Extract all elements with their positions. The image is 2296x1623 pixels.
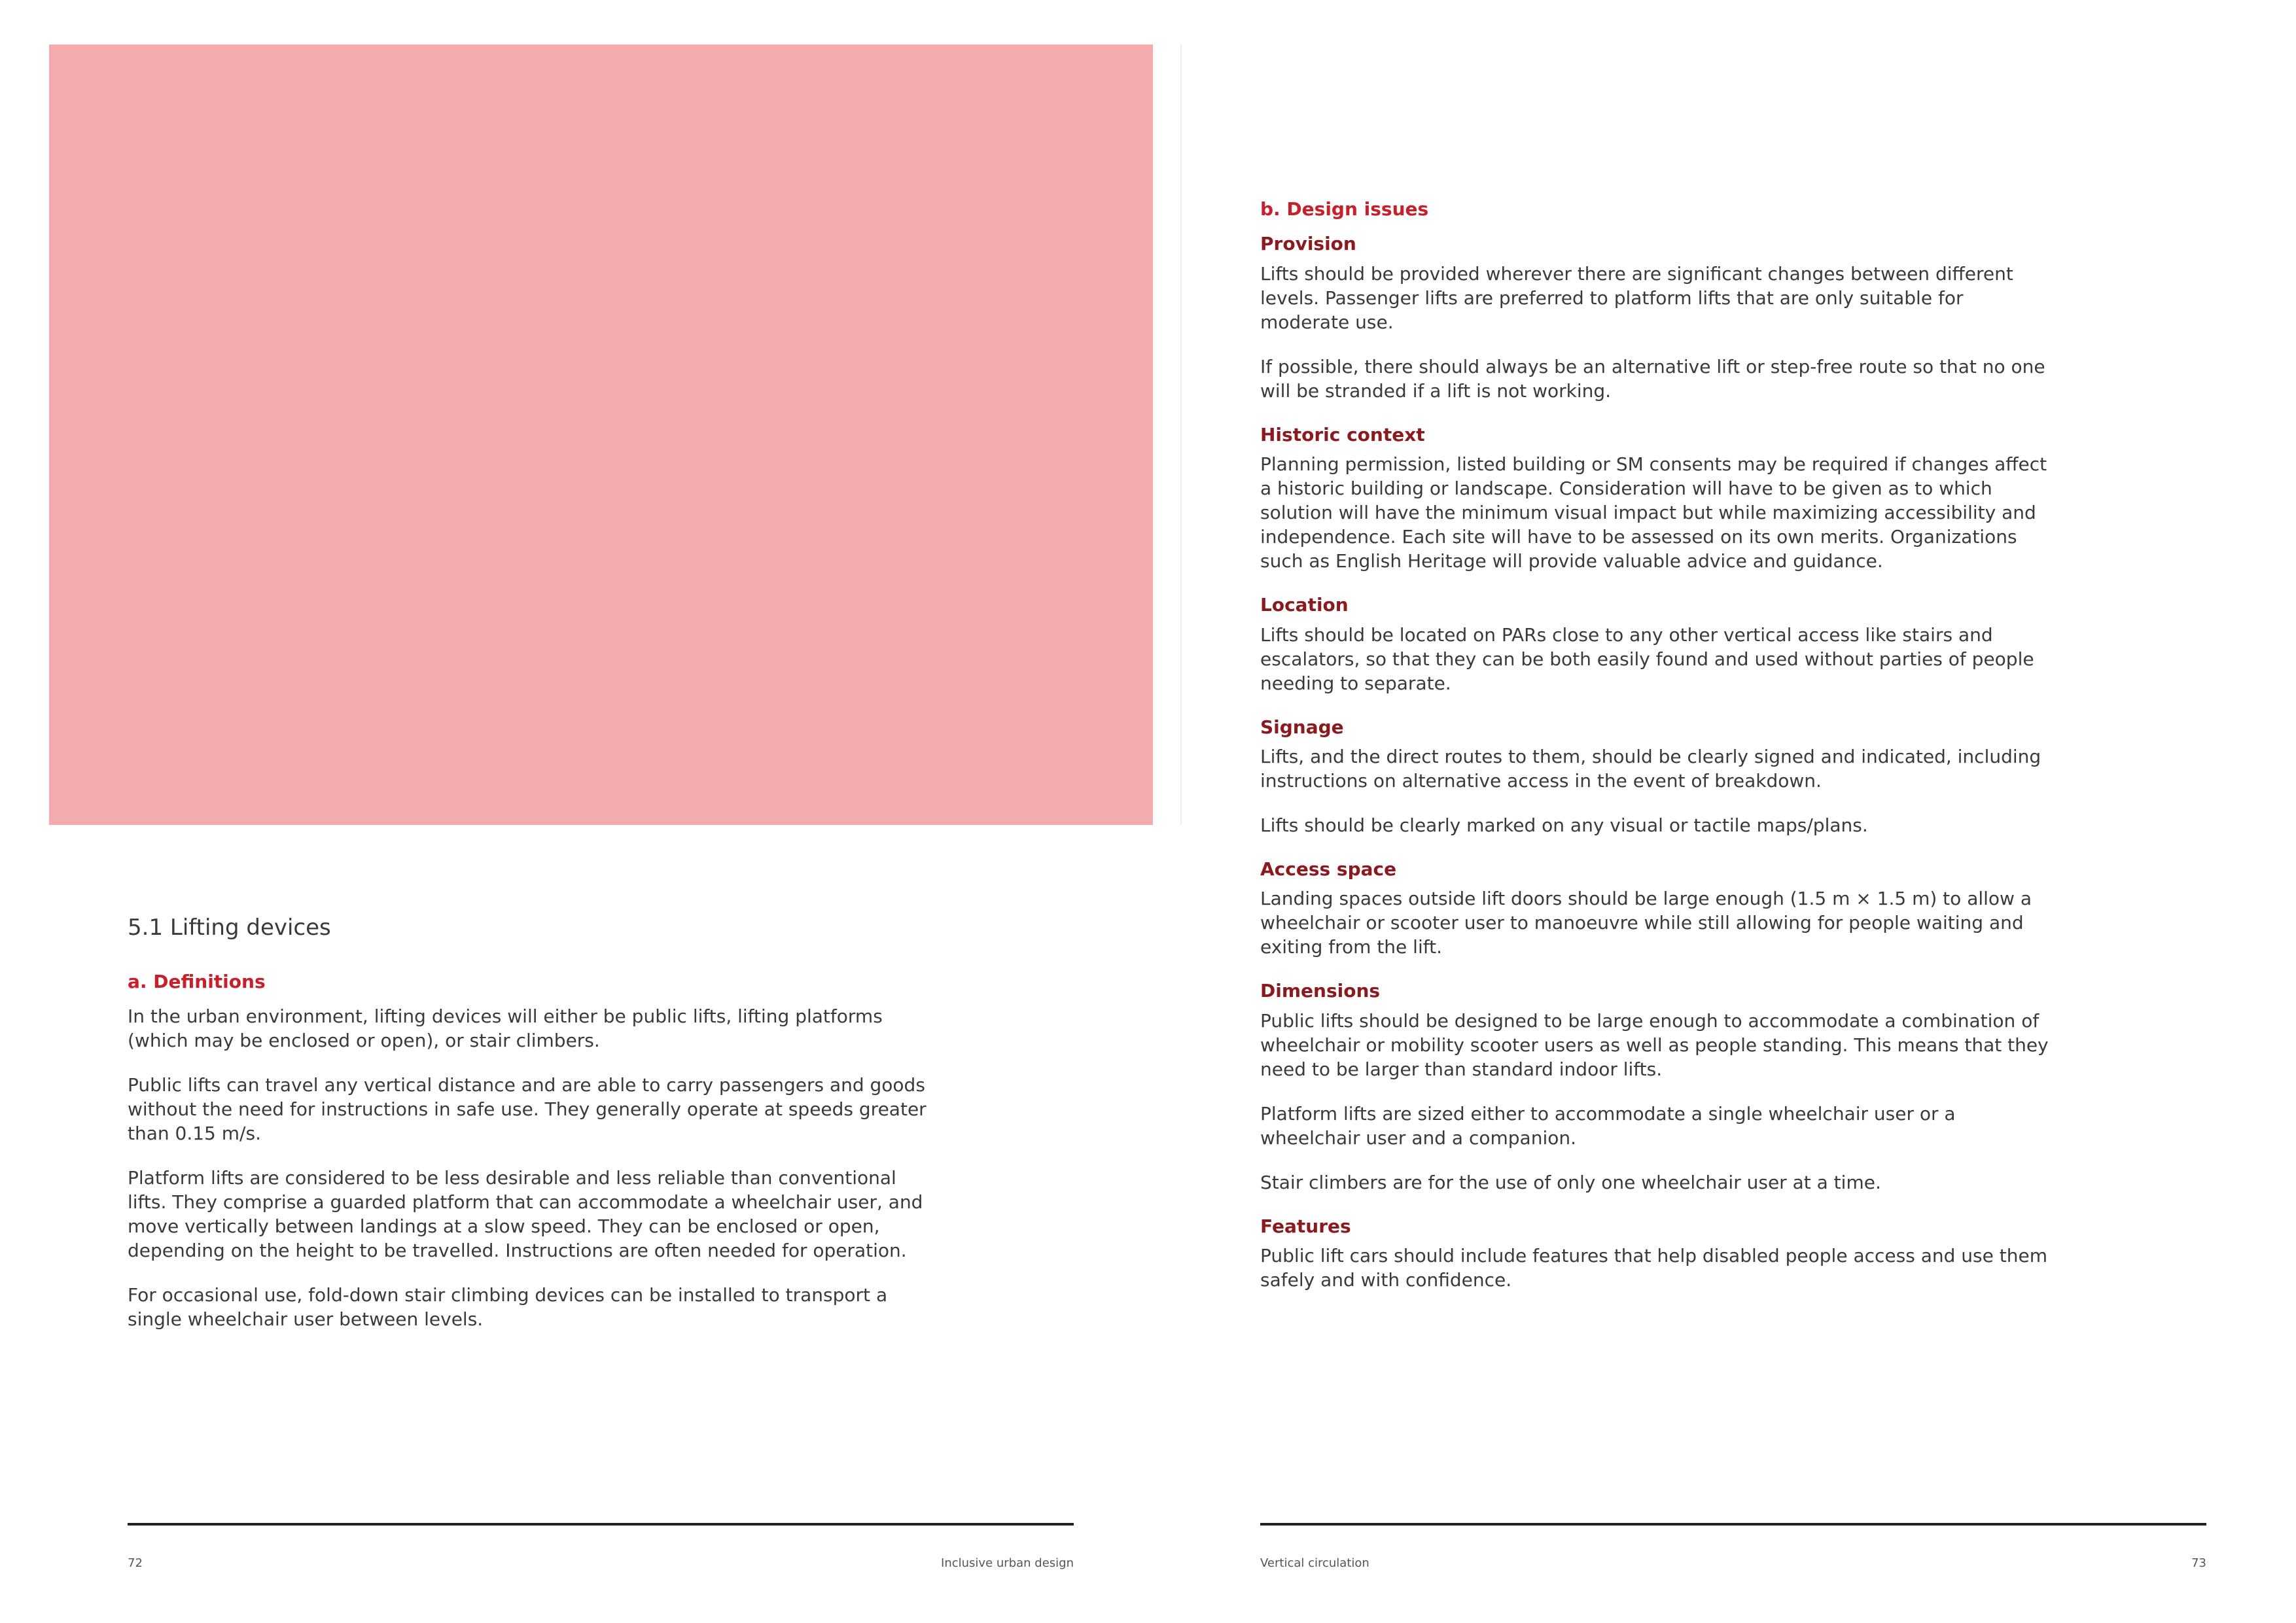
paragraph: Lifts, and the direct routes to them, should be clearly signed and indicated, including instructions on alternative access in the event of breakdown. [1260,745,2041,792]
paragraph: For occasional use, fold-down stair climbing devices can be installed to transport a single wheelchair user between levels. [128,1284,888,1331]
heading-provision: Provision [1260,233,1356,255]
paragraph: Planning permission, listed building or SM consents may be required if changes affect a historic building or landscape. Consideration will have to be given as to which solution will have the minimum visual impact but while maximizing accessibility and independence. Each site will have to be assessed on its own merits. Organizations such as English Heritage will provide valuable advice and guidance. [1260,453,2047,572]
paragraph: If possible, there should always be an alternative lift or step-free route so that no one will be stranded if a lift is not working. [1260,355,2045,402]
heading-access-space: Access space [1260,858,1397,880]
heading-dimensions: Dimensions [1260,980,1381,1002]
running-title-right: Vertical circulation [1260,1556,1369,1570]
footer-rule-left [128,1523,1074,1526]
paragraph: Platform lifts are considered to be less desirable and less reliable than conventional lifts. They comprise a guarded platform that can accommodate a wheelchair user, and move vertically between landings at a slow speed. They can be enclosed or open, depending on the height to be travelled. Instructions are often needed for operation. [128,1167,923,1262]
page-number-left: 72 [128,1556,143,1570]
paragraph: Public lifts can travel any vertical distance and are able to carry passengers and goods without the need for instructions in safe use. They generally operate at speeds greater than 0.15 m/s. [128,1074,927,1145]
heading-location: Location [1260,594,1349,616]
left-page-content [128,915,932,1352]
page-gutter-divider [1180,44,1182,825]
page-number-right: 73 [2191,1556,2206,1570]
running-title-left: Inclusive urban design [941,1556,1074,1570]
paragraph: Landing spaces outside lift doors should be large enough (1.5 m × 1.5 m) to allow a wheelchair or scooter user to manoeuvre while still allowing for people waiting and exiting from the lift. [1260,888,2032,958]
paragraph: Lifts should be provided wherever there are significant changes between different levels. Passenger lifts are preferred to platform lifts that are only suitable for moderate use. [1260,262,2013,333]
footer-rule-right [1260,1523,2206,1526]
paragraph: Stair climbers are for the use of only one wheelchair user at a time. [1260,1171,1881,1193]
right-page-content [1260,198,2049,1312]
heading-signage: Signage [1260,716,1344,738]
paragraph: Platform lifts are sized either to accommodate a single wheelchair user or a wheelchair user and a companion. [1260,1102,1956,1149]
paragraph: Public lift cars should include features that help disabled people access and use them safely and with confidence. [1260,1245,2047,1291]
paragraph: Lifts should be located on PARs close to any other vertical access like stairs and escalators, so that they can be both easily found and used without parties of people needing to separate. [1260,623,2034,694]
section-title: 5.1 Lifting devices [128,915,331,941]
subsection-title-design-issues: b. Design issues [1260,198,1429,220]
heading-features: Features [1260,1215,1351,1237]
subsection-title-definitions: a. Definitions [128,970,266,992]
paragraph: In the urban environment, lifting devices will either be public lifts, lifting platforms (which may be enclosed or open), or stair climbers. [128,1005,883,1052]
paragraph: Public lifts should be designed to be large enough to accommodate a combination of wheelchair or mobility scooter users as well as people standing. This means that they need to be larger than standard indoor lifts. [1260,1009,2049,1080]
heading-historic-context: Historic context [1260,423,1425,445]
image-placeholder [49,44,1153,825]
paragraph: Lifts should be clearly marked on any visual or tactile maps/plans. [1260,814,1868,836]
